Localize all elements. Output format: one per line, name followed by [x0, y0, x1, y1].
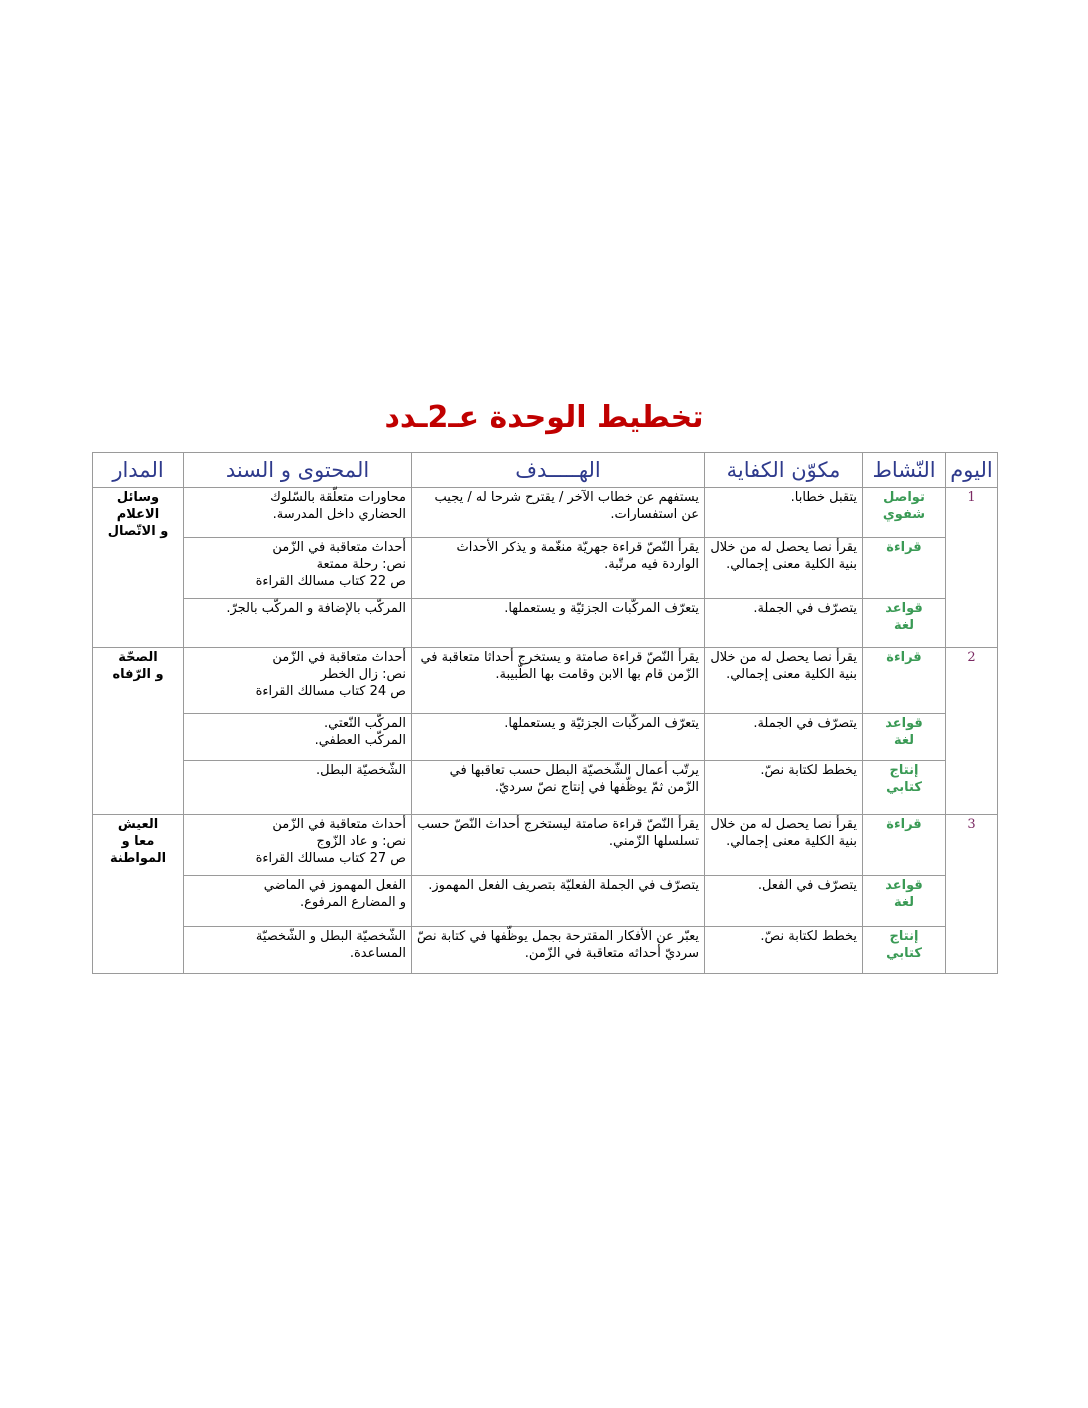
- goal-cell: يتعرّف المركّبات الجزئيّة و يستعملها.: [412, 599, 705, 648]
- module-cell: العيش معا و المواطنة: [93, 815, 184, 974]
- page-bottom-blank: [90, 988, 1000, 1408]
- day-number: 1: [946, 488, 998, 648]
- goal-cell: يتصرّف في الجملة الفعليّة بتصريف الفعل المهموز.: [412, 876, 705, 927]
- content-cell: أحداث متعاقبة في الزّمن نص: و عاد الزّوج ص 27 كتاب مسالك القراءة: [184, 815, 412, 876]
- content-cell: أحداث متعاقبة في الزّمن نص: رحلة ممتعة ص 22 كتاب مسالك القراءة: [184, 538, 412, 599]
- plan-table: [92, 452, 998, 974]
- goal-cell: يقرأ النّصّ قراءة صامتة و يستخرج أحداثا متعاقبة في الزّمن قام بها الابن وقامت بها الطّبيبة.: [412, 648, 705, 714]
- header-goal: الهـــــدف: [412, 453, 705, 488]
- activity-cell: إنتاج كتابي: [863, 761, 946, 815]
- content-cell: الشّخصيّة البطل.: [184, 761, 412, 815]
- table-row: [93, 815, 998, 876]
- goal-cell: يعبّر عن الأفكار المقترحة بجمل يوظّفها في كتابة نصّ سرديّ أحداثه متعاقبة في الزّمن.: [412, 927, 705, 974]
- content-cell: محاورات متعلّقة بالسّلوك الحضاري داخل المدرسة.: [184, 488, 412, 538]
- activity-cell: قواعد لغة: [863, 714, 946, 761]
- page-title: تخطيط الوحدة عـ2ـدد: [384, 400, 704, 435]
- competence-cell: يخطط لكتابة نصّ.: [705, 927, 863, 974]
- competence-cell: يتقبل خطابا.: [705, 488, 863, 538]
- content-cell: الفعل المهموز في الماضي و المضارع المرفوع.: [184, 876, 412, 927]
- content-cell: الشّخصيّة البطل و الشّخصيّة المساعدة.: [184, 927, 412, 974]
- day-number: 2: [946, 648, 998, 815]
- activity-cell: قواعد لغة: [863, 876, 946, 927]
- header-activity: النّشاط: [863, 453, 946, 488]
- activity-cell: تواصل شفوي: [863, 488, 946, 538]
- competence-cell: يقرأ نصا يحصل له من خلال بنية الكلية معنى إجمالي.: [705, 538, 863, 599]
- table-row: [93, 538, 998, 599]
- goal-cell: يقرأ النّصّ قراءة صامتة ليستخرج أحداث النّصّ حسب تسلسلها الزّمني.: [412, 815, 705, 876]
- table-row: [93, 876, 998, 927]
- competence-cell: يتصرّف في الفعل.: [705, 876, 863, 927]
- table-row: [93, 761, 998, 815]
- goal-cell: يستفهم عن خطاب الآخر / يقترح شرحا له / يجيب عن استفسارات.: [412, 488, 705, 538]
- module-cell: الصحّة و الرّفاه: [93, 648, 184, 815]
- competence-cell: يتصرّف في الجملة.: [705, 714, 863, 761]
- header-module: المدار: [93, 453, 184, 488]
- competence-cell: يقرأ نصا يحصل له من خلال بنية الكلية معنى إجمالي.: [705, 648, 863, 714]
- competence-cell: يخطط لكتابة نصّ.: [705, 761, 863, 815]
- competence-cell: يقرأ نصا يحصل له من خلال بنية الكلية معنى إجمالي.: [705, 815, 863, 876]
- activity-cell: قراءة: [863, 538, 946, 599]
- day-number: 3: [946, 815, 998, 974]
- header-day: اليوم: [946, 453, 998, 488]
- table-row: [93, 599, 998, 648]
- goal-cell: يقرأ النّصّ قراءة جهريّة منغّمة و يذكر الأحداث الواردة فيه مرتّبة.: [412, 538, 705, 599]
- content-cell: أحداث متعاقبة في الزّمن نص: زال الخطر ص 24 كتاب مسالك القراءة: [184, 648, 412, 714]
- table-row: [93, 648, 998, 714]
- goal-cell: يتعرّف المركّبات الجزئيّة و يستعملها.: [412, 714, 705, 761]
- activity-cell: قواعد لغة: [863, 599, 946, 648]
- activity-cell: إنتاج كتابي: [863, 927, 946, 974]
- activity-cell: قراءة: [863, 648, 946, 714]
- content-cell: المركّب بالإضافة و المركّب بالجرّ.: [184, 599, 412, 648]
- header-competence: مكوّن الكفاية: [705, 453, 863, 488]
- goal-cell: يرتّب أعمال الشّخصيّة البطل حسب تعاقبها في الزّمن ثمّ يوظّفها في إنتاج نصّ سرديّ.: [412, 761, 705, 815]
- header-content: المحتوى و السند: [184, 453, 412, 488]
- module-cell: وسائل الاعلام و الاتّصال: [93, 488, 184, 648]
- activity-cell: قراءة: [863, 815, 946, 876]
- table-row: [93, 714, 998, 761]
- header-row: [93, 453, 998, 488]
- table-row: [93, 488, 998, 538]
- table-row: [93, 927, 998, 974]
- competence-cell: يتصرّف في الجملة.: [705, 599, 863, 648]
- content-cell: المركّب النّعتي. المركّب العطفي.: [184, 714, 412, 761]
